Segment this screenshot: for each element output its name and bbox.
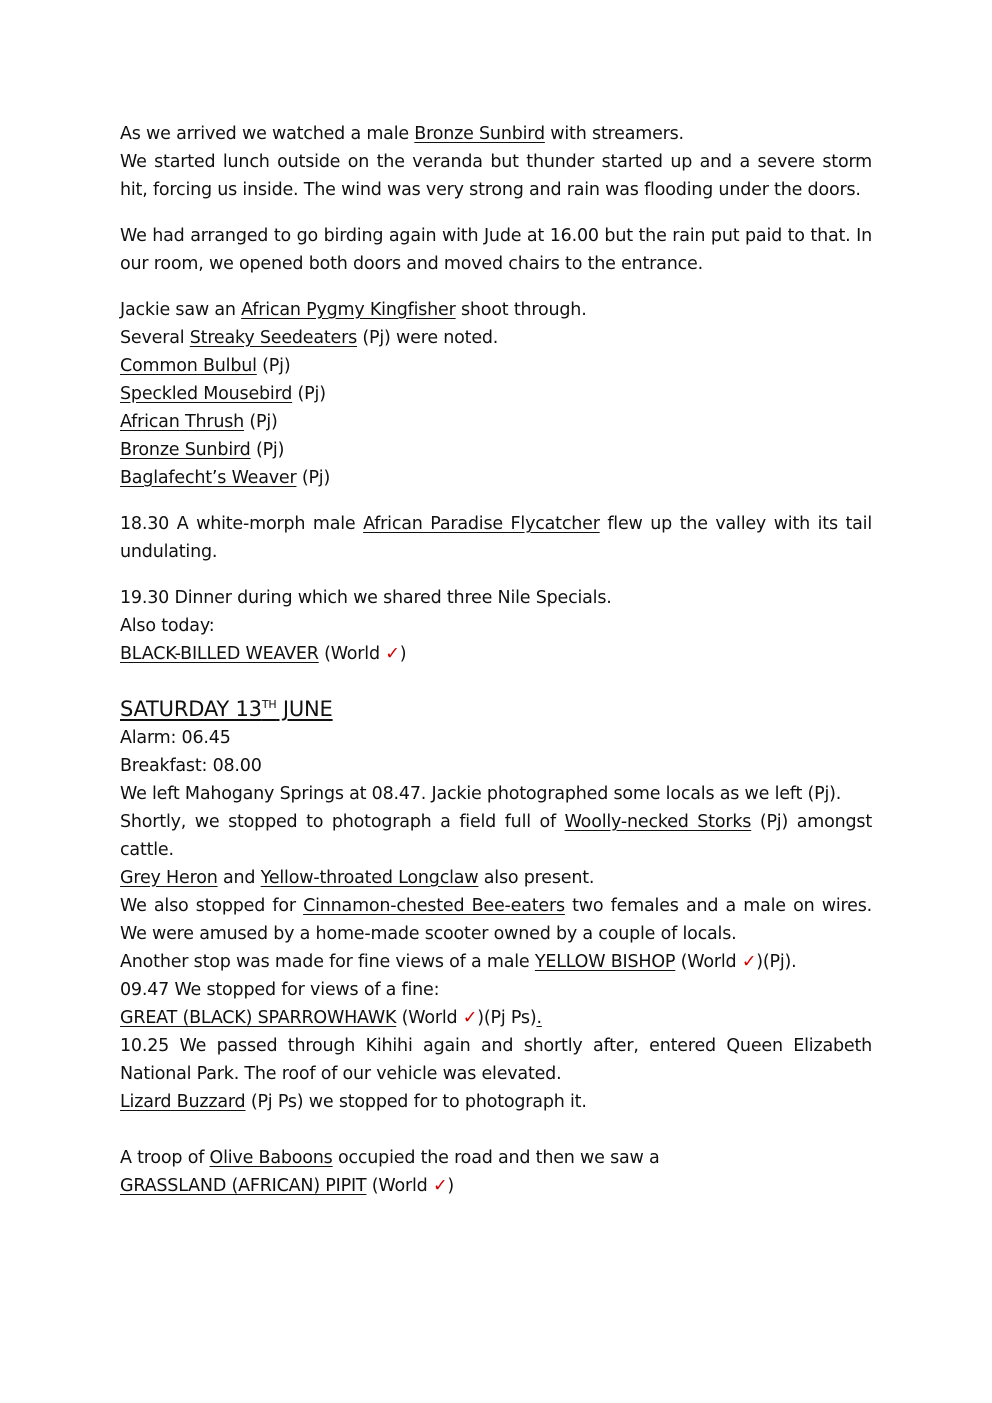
check-icon: ✓: [462, 1008, 478, 1028]
list-item: Baglafecht’s Weaver (Pj): [120, 468, 331, 488]
bird-name: Speckled Mousebird: [120, 384, 293, 404]
bird-name: Cinnamon-chested Bee-eaters: [303, 896, 565, 916]
bird-name: Bronze Sunbird: [414, 124, 545, 144]
paragraph-heron: Grey Heron and Yellow-throated Longclaw also present.: [120, 868, 595, 888]
paragraph-birding-plan: We had arranged to go birding again with Jude at 16.00 but the rain put paid to that. In our room, we opened both doors and moved chairs to the entrance.: [120, 226, 872, 274]
section-heading: SATURDAY 13TH JUNE: [120, 697, 333, 721]
paragraph-storm: We started lunch outside on the veranda but thunder started up and a severe storm hit, forcing us inside. The wind was very strong and rain was flooding under the doors.: [120, 152, 872, 200]
paragraph-arrival: As we arrived we watched a male Bronze Sunbird with streamers.: [120, 124, 684, 144]
paragraph-baboons: A troop of Olive Baboons occupied the road and then we saw a: [120, 1148, 660, 1168]
list-item: Speckled Mousebird (Pj): [120, 384, 326, 404]
paragraph-breakfast: Breakfast: 08.00: [120, 756, 262, 776]
paragraph-pipit: GRASSLAND (AFRICAN) PIPIT (World ✓): [120, 1176, 455, 1196]
bird-name: Common Bulbul: [120, 356, 257, 376]
paragraph-weaver: BLACK-BILLED WEAVER (World ✓): [120, 644, 407, 664]
bird-name: Yellow-throated Longclaw: [260, 868, 479, 888]
paragraph-bee-eaters: We also stopped for Cinnamon-chested Bee-eaters two females and a male on wires. We were amused by a home-made scooter owned by a couple of locals.: [120, 896, 872, 944]
paragraph-departure: We left Mahogany Springs at 08.47. Jackie photographed some locals as we left (Pj).: [120, 784, 842, 804]
bird-name: Grey Heron: [120, 868, 218, 888]
bird-name: Olive Baboons: [209, 1148, 333, 1168]
bird-name: Lizard Buzzard: [120, 1092, 246, 1112]
check-icon: ✓: [741, 952, 757, 972]
paragraph-kihihi: 10.25 We passed through Kihihi again and shortly after, entered Queen Elizabeth National Park. The roof of our vehicle was elevated.: [120, 1036, 872, 1084]
paragraph-sparrowhawk: GREAT (BLACK) SPARROWHAWK (World ✓)(Pj Ps).: [120, 1008, 542, 1028]
paragraph-dinner: 19.30 Dinner during which we shared three Nile Specials.: [120, 588, 612, 608]
paragraph-flycatcher: 18.30 A white-morph male African Paradise Flycatcher flew up the valley with its tail undulating.: [120, 514, 872, 562]
paragraph-storks: Shortly, we stopped to photograph a field full of Woolly-necked Storks (Pj) amongst cattle.: [120, 812, 872, 860]
list-item: Bronze Sunbird (Pj): [120, 440, 285, 460]
check-icon: ✓: [432, 1176, 448, 1196]
list-item: Common Bulbul (Pj): [120, 356, 291, 376]
list-item: African Thrush (Pj): [120, 412, 278, 432]
bird-name: African Thrush: [120, 412, 245, 432]
paragraph-kingfisher: Jackie saw an African Pygmy Kingfisher shoot through.: [120, 300, 587, 320]
bird-name: Streaky Seedeaters: [189, 328, 358, 348]
bird-name: BLACK-BILLED WEAVER: [120, 644, 319, 664]
paragraph-buzzard: Lizard Buzzard (Pj Ps) we stopped for to photograph it.: [120, 1092, 587, 1112]
bird-name: GREAT (BLACK) SPARROWHAWK: [120, 1008, 397, 1028]
document-page: [120, 120, 872, 1200]
bird-name: Bronze Sunbird: [120, 440, 251, 460]
bird-name: Baglafecht’s Weaver: [120, 468, 297, 488]
paragraph-also-today: Also today:: [120, 616, 215, 636]
paragraph-alarm: Alarm: 06.45: [120, 728, 231, 748]
paragraph-bishop: Another stop was made for fine views of a male YELLOW BISHOP (World ✓)(Pj).: [120, 952, 797, 972]
bird-name: Woolly-necked Storks: [564, 812, 752, 832]
bird-name: African Paradise Flycatcher: [363, 514, 600, 534]
paragraph-seedeaters: Several Streaky Seedeaters (Pj) were noted.: [120, 328, 499, 348]
bird-name: GRASSLAND (AFRICAN) PIPIT: [120, 1176, 367, 1196]
paragraph-stop: 09.47 We stopped for views of a fine:: [120, 980, 440, 1000]
bird-name: YELLOW BISHOP: [534, 952, 676, 972]
bird-name: African Pygmy Kingfisher: [241, 300, 456, 320]
check-icon: ✓: [385, 644, 400, 664]
